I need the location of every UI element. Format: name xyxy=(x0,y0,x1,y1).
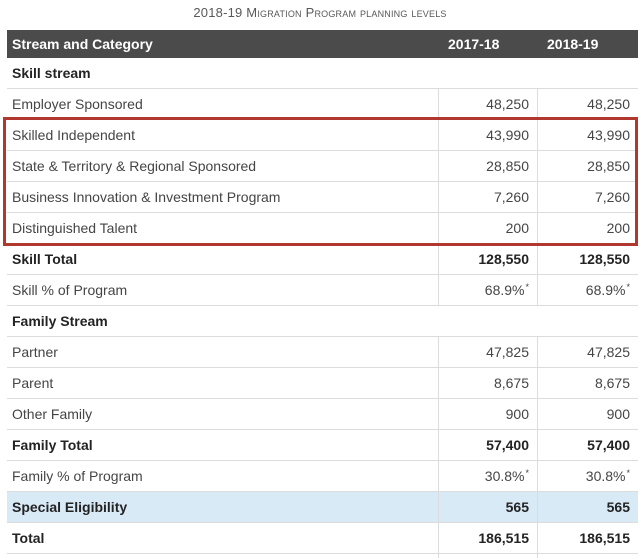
row-label: Employer Sponsored xyxy=(12,96,143,112)
value-2017-18: 8,675 xyxy=(438,368,537,398)
table-row-family-total xyxy=(7,430,638,461)
value-2017-18: 47,825 xyxy=(438,337,537,367)
header-2018-19: 2018-19 xyxy=(547,36,599,52)
header-2017-18: 2017-18 xyxy=(448,36,500,52)
row-label: Total xyxy=(12,530,45,546)
value-2018-19: 57,400 xyxy=(537,430,638,460)
table-row-distinguished-talent xyxy=(7,213,638,244)
value-2017-18: 7,260 xyxy=(438,182,537,212)
table-row-skill-total xyxy=(7,244,638,275)
value-2018-19: 30.8% * xyxy=(537,461,638,491)
row-label: Parent xyxy=(12,375,54,391)
value-2017-18: 900 xyxy=(438,399,537,429)
value-2017-18 xyxy=(438,554,537,558)
table-row-family-of-program xyxy=(7,461,638,492)
value-2018-19: 200 xyxy=(537,213,638,243)
table-row-partner xyxy=(7,337,638,368)
value-2017-18: 28,850 xyxy=(438,151,537,181)
table-row-state-territory-regional-sponsored xyxy=(7,151,638,182)
asterisk-note: * xyxy=(626,281,630,292)
row-label: Skill % of Program xyxy=(12,282,128,298)
value-2018-19: 48,250 xyxy=(537,89,638,119)
table-row-cutoff xyxy=(7,554,638,558)
table-row-skilled-independent xyxy=(7,120,638,151)
row-label: Skill Total xyxy=(12,251,78,267)
value-2018-19: 128,550 xyxy=(537,244,638,274)
value-2018-19: 28,850 xyxy=(537,151,638,181)
value-2018-19: 68.9% * xyxy=(537,275,638,305)
row-label: Special Eligibility xyxy=(12,499,128,515)
value-2018-19 xyxy=(537,554,638,558)
value-2018-19: 186,515 xyxy=(537,523,638,553)
row-label xyxy=(7,554,438,558)
asterisk-note: * xyxy=(525,467,529,478)
value-2018-19: 7,260 xyxy=(537,182,638,212)
table-row-total xyxy=(7,523,638,554)
row-label: Skill stream xyxy=(12,65,91,81)
row-label: Distinguished Talent xyxy=(12,220,138,236)
row-label: Family Stream xyxy=(12,313,108,329)
table-row-skill-stream xyxy=(7,58,638,89)
table-row-other-family xyxy=(7,399,638,430)
migration-program-table xyxy=(7,30,638,558)
value-2017-18: 68.9% * xyxy=(438,275,537,305)
table-row-family-stream xyxy=(7,306,638,337)
value-2017-18: 565 xyxy=(438,492,537,522)
row-label: Skilled Independent xyxy=(12,127,135,143)
value-2017-18: 43,990 xyxy=(438,120,537,150)
row-label: Partner xyxy=(12,344,58,360)
asterisk-note: * xyxy=(626,467,630,478)
table-header-row xyxy=(7,30,638,58)
value-2017-18: 48,250 xyxy=(438,89,537,119)
value-2017-18: 200 xyxy=(438,213,537,243)
table-body xyxy=(7,58,638,558)
table-row-employer-sponsored xyxy=(7,89,638,120)
value-2018-19: 900 xyxy=(537,399,638,429)
header-stream-and-category: Stream and Category xyxy=(12,36,153,52)
value-2017-18: 128,550 xyxy=(438,244,537,274)
asterisk-note: * xyxy=(525,281,529,292)
value-2017-18: 186,515 xyxy=(438,523,537,553)
row-label: State & Territory & Regional Sponsored xyxy=(12,158,257,174)
row-label: Other Family xyxy=(12,406,93,422)
table-row-special-eligibility xyxy=(7,492,638,523)
table-row-parent xyxy=(7,368,638,399)
value-2018-19: 8,675 xyxy=(537,368,638,398)
page-title: 2018-19 Migration Program planning levels xyxy=(193,5,447,20)
table-row-skill-of-program xyxy=(7,275,638,306)
value-2017-18: 30.8% * xyxy=(438,461,537,491)
row-label: Family % of Program xyxy=(12,468,143,484)
value-2018-19: 565 xyxy=(537,492,638,522)
table-row-business-innovation-investment-program xyxy=(7,182,638,213)
value-2017-18: 57,400 xyxy=(438,430,537,460)
row-label: Business Innovation & Investment Program xyxy=(12,189,281,205)
value-2018-19: 43,990 xyxy=(537,120,638,150)
value-2018-19: 47,825 xyxy=(537,337,638,367)
row-label: Family Total xyxy=(12,437,93,453)
